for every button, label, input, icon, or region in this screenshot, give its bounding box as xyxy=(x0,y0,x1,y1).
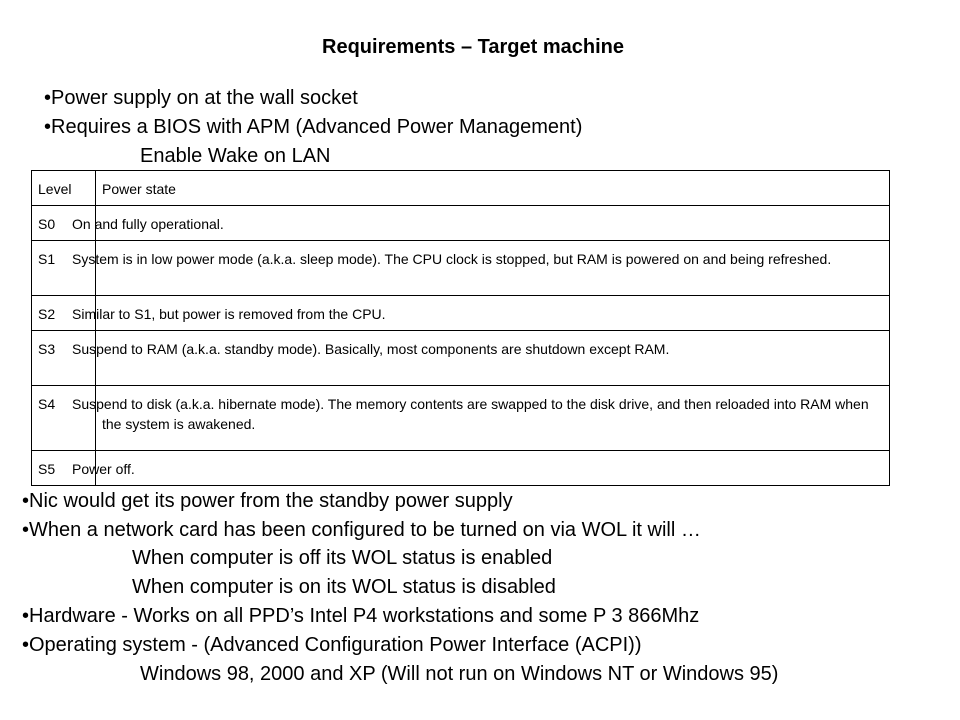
page-title: Requirements – Target machine xyxy=(322,36,624,58)
table-row xyxy=(32,451,890,486)
bullet-network-card-wol: •When a network card has been configured to be turned on via WOL it will … xyxy=(22,519,701,541)
bullet-power-supply: •Power supply on at the wall socket xyxy=(44,87,358,109)
table-header-row xyxy=(32,171,890,206)
bullet-nic-standby: •Nic would get its power from the standby power supply xyxy=(22,490,513,512)
bullet-hardware: •Hardware - Works on all PPD’s Intel P4 workstations and some P 3 866Mhz xyxy=(22,605,700,627)
table-row xyxy=(32,386,890,451)
state-cell: System is in low power mode (a.k.a. sleep mode). The CPU clock is stopped, but RAM is powered on and being refreshed. xyxy=(96,241,890,296)
state-cell: On and fully operational. xyxy=(96,206,890,241)
sub-wol-off-enabled: When computer is off its WOL status is enabled xyxy=(132,547,553,569)
table-row xyxy=(32,241,890,296)
sub-wol-on-disabled: When computer is on its WOL status is disabled xyxy=(132,576,556,598)
level-cell: S3 xyxy=(32,331,96,386)
table-row xyxy=(32,331,890,386)
bullet-bios-apm: •Requires a BIOS with APM (Advanced Power Management) xyxy=(44,116,583,138)
bullet-operating-system: •Operating system - (Advanced Configuration Power Interface (ACPI)) xyxy=(22,634,642,656)
header-level: Level xyxy=(32,171,96,206)
header-power-state: Power state xyxy=(96,171,890,206)
state-cell: Power off. xyxy=(96,451,890,486)
state-cell: Suspend to disk (a.k.a. hibernate mode). The memory contents are swapped to the disk drive, and then reloaded into RAM when the system is awakened. xyxy=(96,386,890,451)
state-cell: Suspend to RAM (a.k.a. standby mode). Basically, most components are shutdown except RAM. xyxy=(96,331,890,386)
table-row xyxy=(32,296,890,331)
state-cell: Similar to S1, but power is removed from the CPU. xyxy=(96,296,890,331)
table-row xyxy=(32,206,890,241)
level-cell: S5 xyxy=(32,451,96,486)
level-cell: S4 xyxy=(32,386,96,451)
level-cell: S1 xyxy=(32,241,96,296)
level-cell: S0 xyxy=(32,206,96,241)
sub-windows-versions: Windows 98, 2000 and XP (Will not run on Windows NT or Windows 95) xyxy=(140,663,779,685)
sub-enable-wol: Enable Wake on LAN xyxy=(140,145,331,167)
power-states-table xyxy=(31,170,890,486)
level-cell: S2 xyxy=(32,296,96,331)
